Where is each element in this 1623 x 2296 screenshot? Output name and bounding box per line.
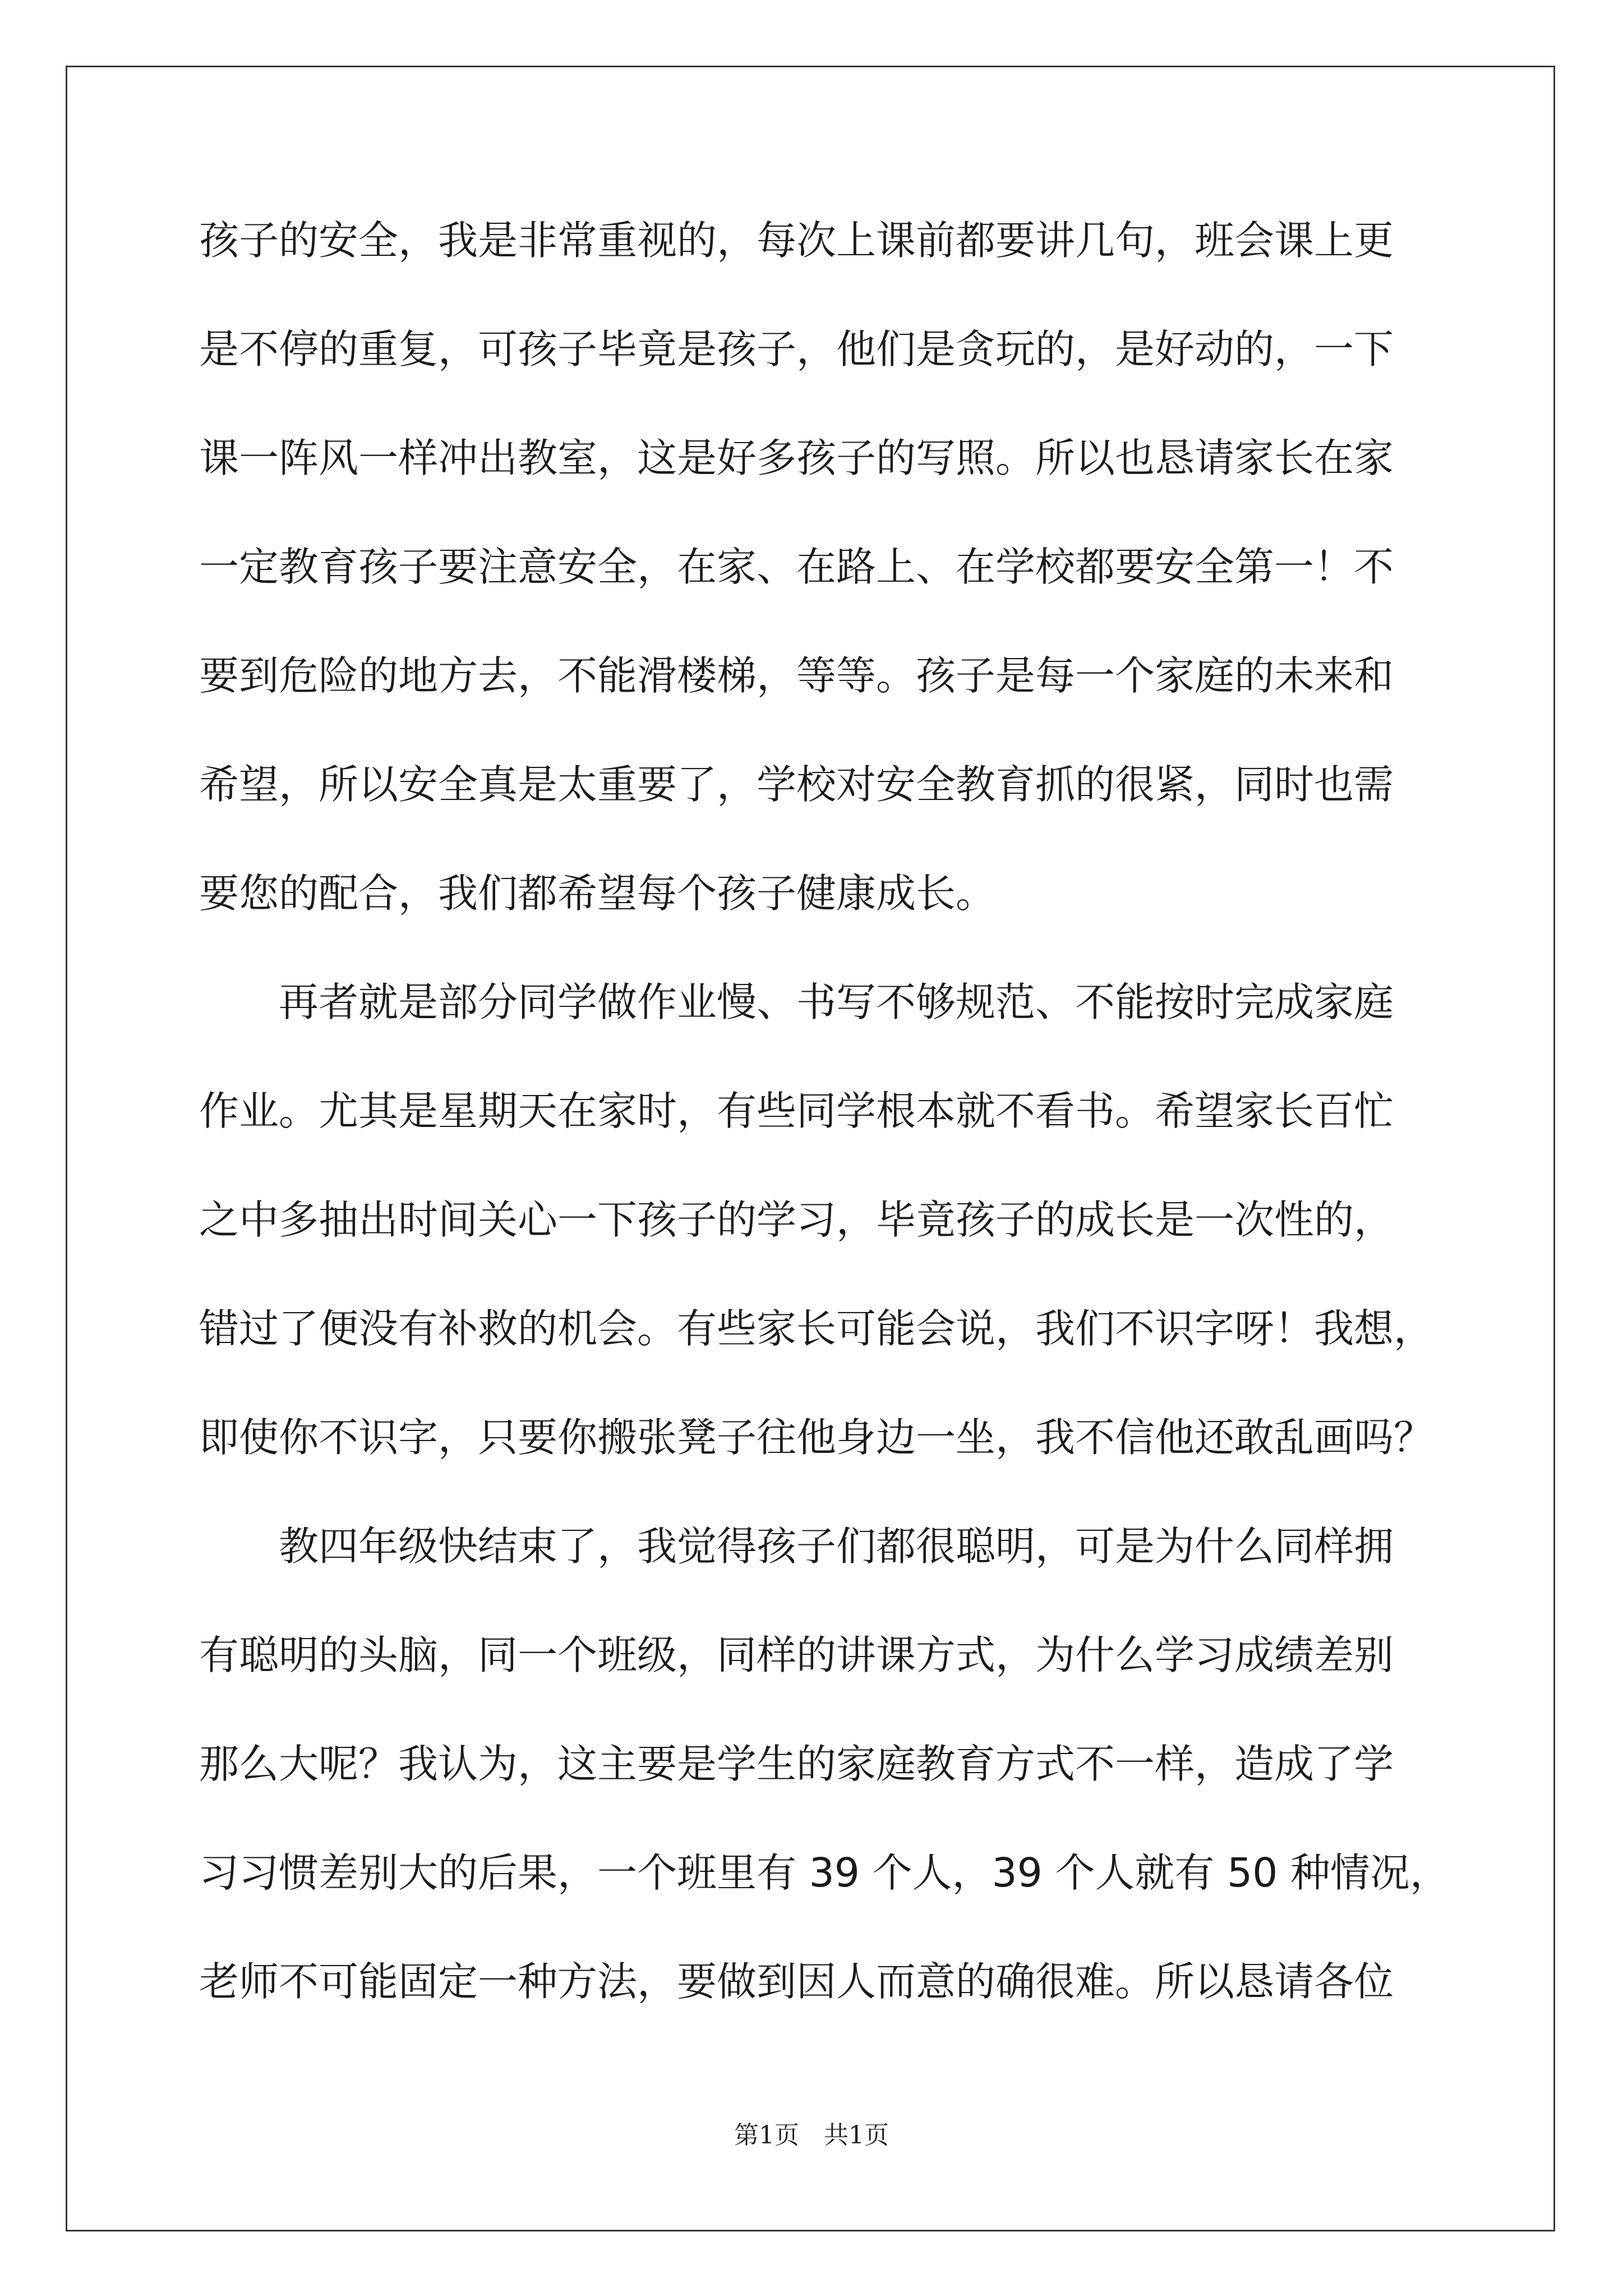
page-total: 共1页: [824, 2121, 889, 2150]
text-line: 是不停的重复，可孩子毕竟是孩子，他们是贪玩的，是好动的，一下: [199, 326, 1394, 372]
text-line: 要您的配合，我们都希望每个孩子健康成长。: [199, 870, 996, 917]
text-line: 孩子的安全，我是非常重视的，每次上课前都要讲几句，班会课上更: [199, 217, 1394, 264]
text-line: 一定教育孩子要注意安全，在家、在路上、在学校都要安全第一！不: [199, 544, 1394, 590]
text-line: 习习惯差别大的后果，一个班里有 39 个人，39 个人就有 50 种情况，: [199, 1849, 1450, 1896]
document-body: [199, 210, 1450, 2060]
text-line: 之中多抽出时间关心一下孩子的学习，毕竟孩子的成长是一次性的，: [199, 1197, 1394, 1243]
text-line: 即使你不识字，只要你搬张凳子往他身边一坐，我不信他还敢乱画吗？: [199, 1414, 1434, 1461]
text-line: 要到危险的地方去，不能滑楼梯，等等。孩子是每一个家庭的未来和: [199, 652, 1394, 699]
text-line: 希望，所以安全真是太重要了，学校对安全教育抓的很紧，同时也需: [199, 761, 1394, 808]
text-line: 教四年级快结束了，我觉得孩子们都很聪明，可是为什么同样拥: [199, 1523, 1394, 1570]
text-line: 有聪明的头脑，同一个班级，同样的讲课方式，为什么学习成绩差别: [199, 1632, 1394, 1678]
text-line: 再者就是部分同学做作业慢、书写不够规范、不能按时完成家庭: [199, 979, 1394, 1025]
text-line: 作业。尤其是星期天在家时，有些同学根本就不看书。希望家长百忙: [199, 1088, 1394, 1134]
page-number: 第1页: [734, 2121, 799, 2150]
page-footer: [0, 2118, 1623, 2154]
text-line: 那么大呢？我认为，这主要是学生的家庭教育方式不一样，造成了学: [199, 1741, 1394, 1787]
text-line: 老师不可能固定一种方法，要做到因人而意的确很难。所以恳请各位: [199, 1958, 1394, 2005]
text-line: 课一阵风一样冲出教室，这是好多孩子的写照。所以也恳请家长在家: [199, 435, 1394, 481]
text-line: 错过了便没有补救的机会。有些家长可能会说，我们不识字呀！我想，: [199, 1305, 1434, 1352]
